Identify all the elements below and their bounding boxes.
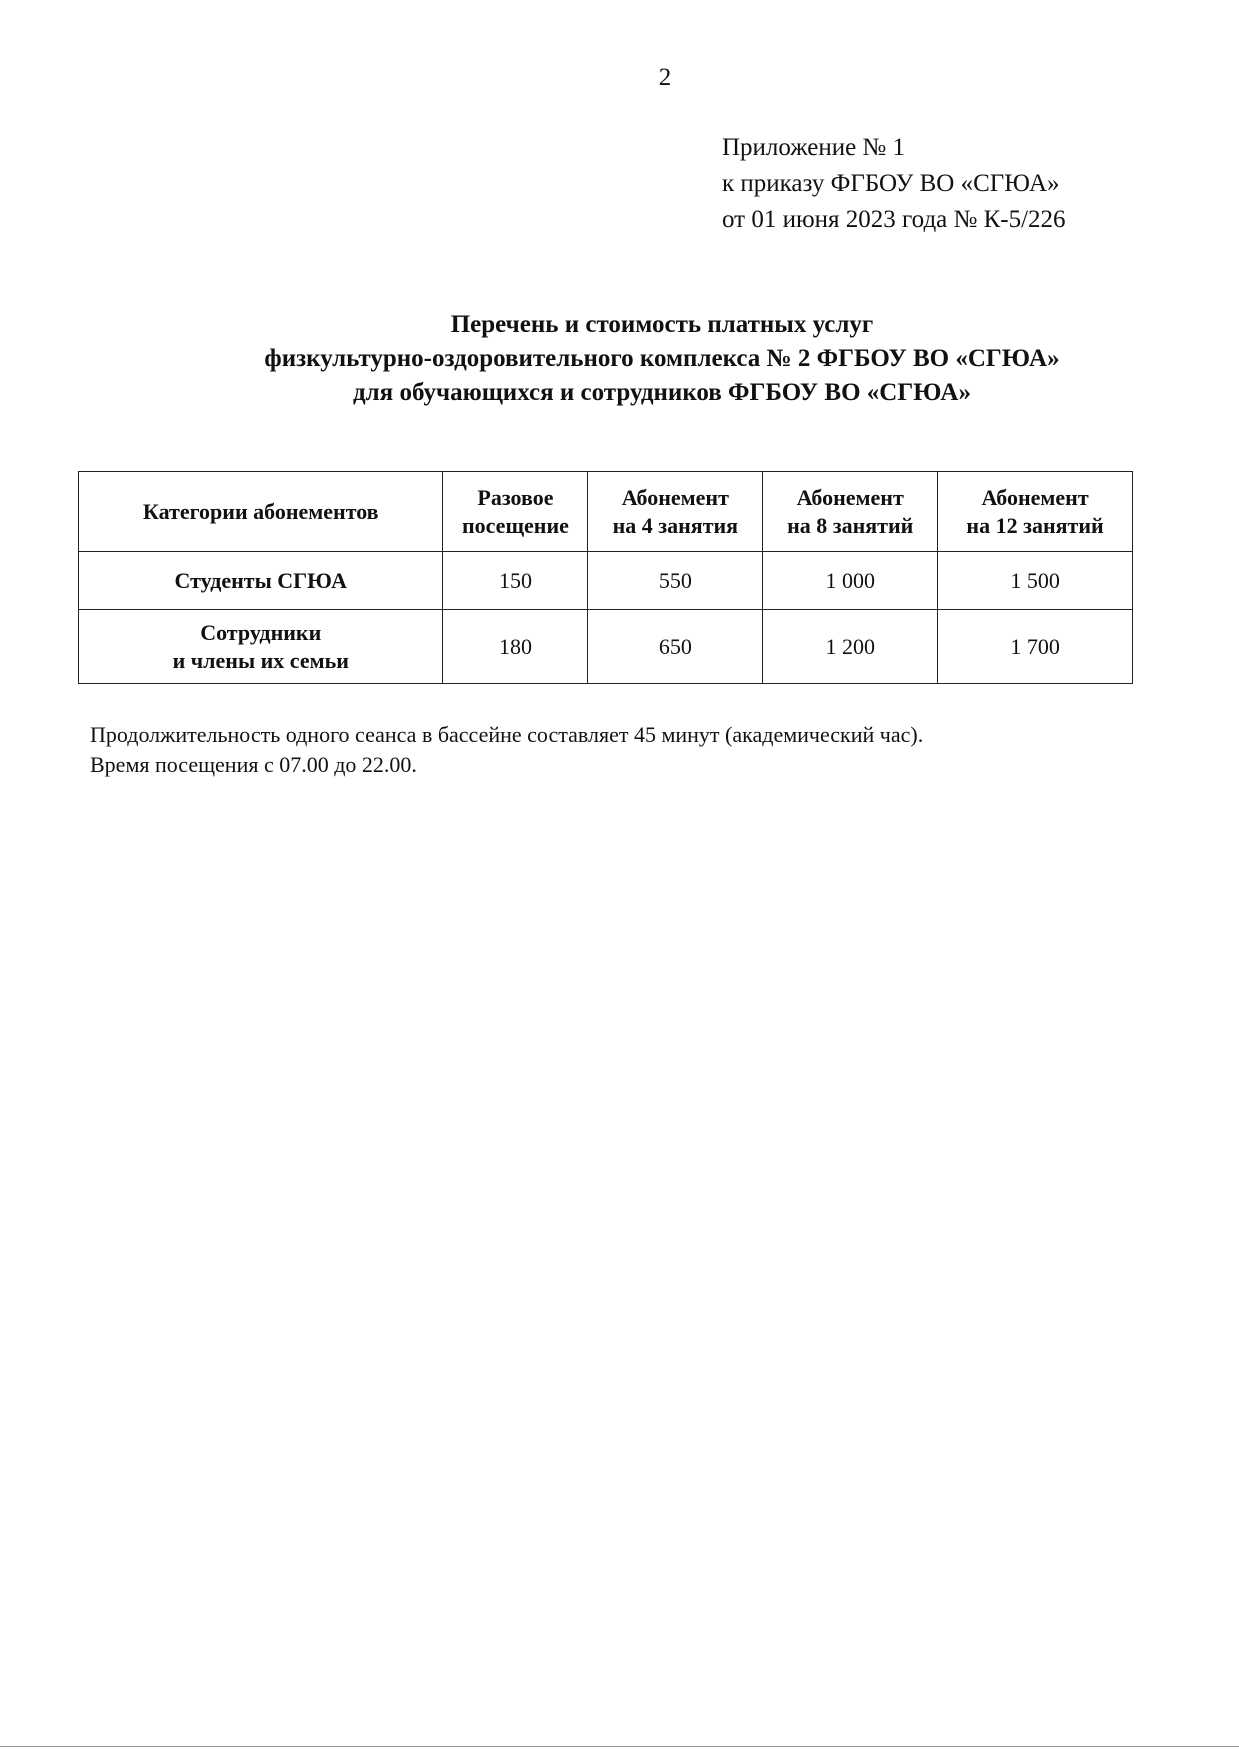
notes xyxy=(90,720,923,780)
header-4-sessions: Абонемент на 4 занятия xyxy=(588,472,763,552)
page-number-text: 2 xyxy=(658,64,672,91)
header-12-sessions: Абонемент на 12 занятий xyxy=(938,472,1133,552)
price-cell: 150 xyxy=(443,552,588,610)
title-line-1: Перечень и стоимость платных услуг xyxy=(450,311,874,338)
scan-bottom-edge xyxy=(0,1746,1239,1747)
note-visiting-hours: Время посещения с 07.00 до 22.00. xyxy=(90,752,417,777)
appendix-line-1: Приложение № 1 xyxy=(722,134,906,161)
price-table xyxy=(78,471,1133,684)
appendix-line-3: от 01 июня 2023 года № К-5/226 xyxy=(722,206,1066,233)
appendix-line-2: к приказу ФГБОУ ВО «СГЮА» xyxy=(722,170,1060,197)
table-row xyxy=(79,610,1133,684)
note-session-duration: Продолжительность одного сеанса в бассейне составляет 45 минут (академический час). xyxy=(90,722,924,747)
price-cell: 1 500 xyxy=(938,552,1133,610)
table-header-row xyxy=(79,472,1133,552)
row-category: Студенты СГЮА xyxy=(79,552,443,610)
price-cell: 550 xyxy=(588,552,763,610)
document-title xyxy=(0,308,1239,410)
title-line-2: физкультурно-оздоровительного комплекса № 2 ФГБОУ ВО «СГЮА» xyxy=(264,345,1060,372)
price-cell: 180 xyxy=(443,610,588,684)
appendix-reference xyxy=(722,130,1066,238)
table-row xyxy=(79,552,1133,610)
row-category: Сотрудники и члены их семьи xyxy=(79,610,443,684)
header-category: Категории абонементов xyxy=(79,472,443,552)
header-single-visit: Разовое посещение xyxy=(443,472,588,552)
price-cell: 650 xyxy=(588,610,763,684)
header-8-sessions: Абонемент на 8 занятий xyxy=(763,472,938,552)
page-number xyxy=(0,64,1239,92)
price-cell: 1 200 xyxy=(763,610,938,684)
price-cell: 1 000 xyxy=(763,552,938,610)
price-cell: 1 700 xyxy=(938,610,1133,684)
title-line-3: для обучающихся и сотрудников ФГБОУ ВО «СГЮА» xyxy=(353,379,971,406)
